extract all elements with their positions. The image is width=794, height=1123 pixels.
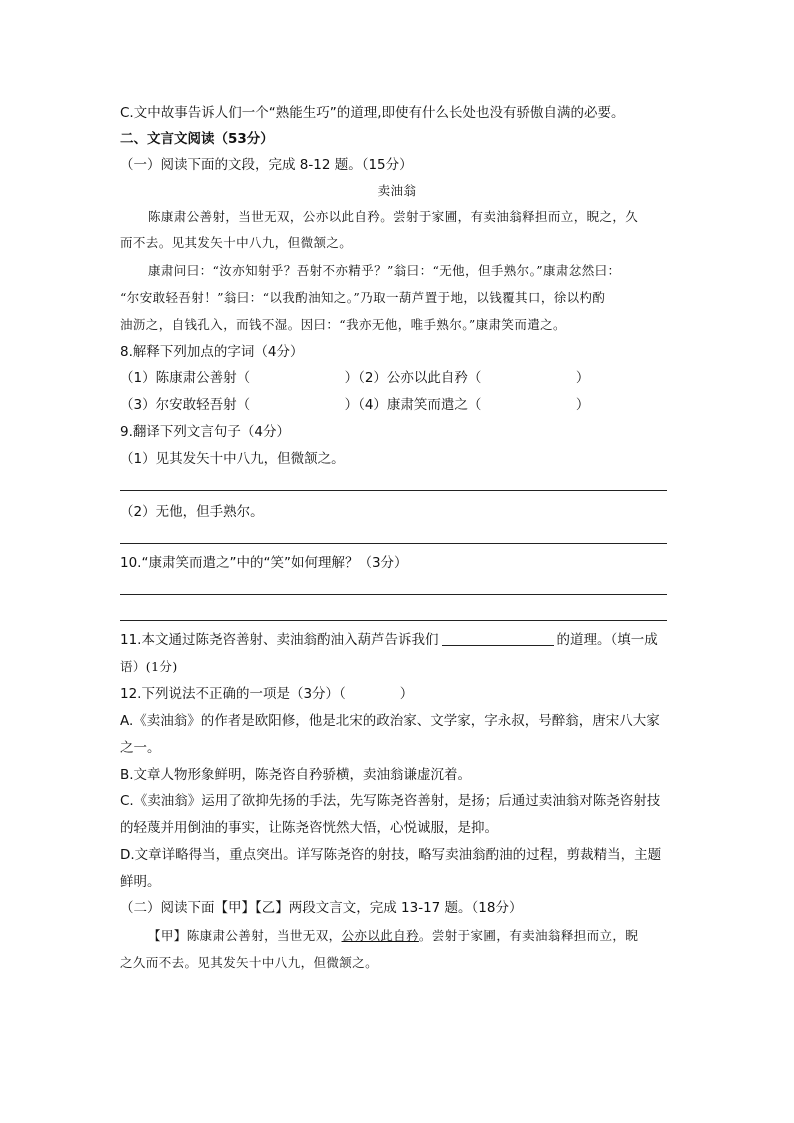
question-10: 10.“康肃笑而遣之”中的“笑”如何理解？（3分） [120, 555, 408, 571]
question-12-option-d-line1: D.文章详略得当，重点突出。详写陈尧咨的射技，略写卖油翁酌油的过程，剪裁精当，主题 [120, 847, 662, 863]
question-11-line2: 语）(1分) [120, 659, 178, 674]
jia-text-after: 。尝射于家圃，有卖油翁释担而立，睨 [418, 928, 639, 943]
passage-p2-line2: “尔安敢轻吾射！”翁曰：“以我酌油知之。”乃取一葫芦置于地，以钱覆其口，徐以杓酌 [120, 290, 606, 305]
jia-text-before: 【甲】陈康肃公善射，当世无双， [148, 928, 342, 943]
subsection-2-heading: （二）阅读下面【甲】【乙】两段文言文，完成 13-17 题。（18分） [120, 900, 523, 916]
question-9-item-1: （1）见其发矢十中八九，但微颔之。 [120, 451, 345, 467]
jia-passage-line2: 之久而不去。见其发矢十中八九，但微颔之。 [120, 955, 379, 970]
question-12-option-d-line2: 鲜明。 [120, 874, 161, 890]
question-12-option-c-line1: C.《卖油翁》运用了欲抑先扬的手法，先写陈尧咨善射，是扬；后通过卖油翁对陈尧咨射技 [120, 793, 661, 809]
passage-p2-line1: 康肃问曰：“汝亦知射乎？吾射不亦精乎？”翁曰：“无他，但手熟尔。”康肃忿然曰： [148, 263, 621, 278]
passage-p1-line1: 陈康肃公善射，当世无双，公亦以此自矜。尝射于家圃，有卖油翁释担而立，睨之，久 [148, 209, 639, 224]
passage-p2-line3: 油沥之，自钱孔入，而钱不湿。因曰：“我亦无他，唯手熟尔。”康肃笑而遣之。 [120, 317, 566, 332]
subsection-heading: （一）阅读下面的文段，完成 8-12 题。（15分） [120, 157, 413, 173]
question-12-option-a-line2: 之一。 [120, 740, 161, 756]
question-11-text-before: 11.本文通过陈尧咨善射、卖油翁酌油入葫芦告诉我们 [120, 632, 439, 648]
question-12-option-a-line1: A.《卖油翁》的作者是欧阳修，他是北宋的政治家、文学家，字永叔，号醉翁，唐宋八大家 [120, 713, 660, 729]
jia-underlined-phrase: 公亦以此自矜 [341, 928, 419, 943]
answer-line[interactable] [120, 620, 667, 621]
question-8-items-1: （1）陈康肃公善射（ ）（2）公亦以此自矜（ ） [120, 370, 590, 386]
answer-line[interactable] [120, 543, 667, 544]
question-11-text-after: 的道理。（填一成 [556, 632, 658, 648]
section-heading: 二、文言文阅读（53分） [120, 131, 274, 147]
option-c-line: C.文中故事告诉人们一个“熟能生巧”的道理,即使有什么长处也没有骄傲自满的必要。 [120, 105, 625, 121]
answer-line[interactable] [120, 594, 667, 595]
passage-title: 卖油翁 [377, 183, 417, 198]
question-9-item-2: （2）无他，但手熟尔。 [120, 504, 264, 520]
jia-passage-line1 [148, 926, 638, 946]
question-11-line1 [120, 630, 658, 650]
question-9: 9.翻译下列文言句子（4分） [120, 424, 290, 440]
question-8: 8.解释下列加点的字词（4分） [120, 344, 304, 360]
question-11-blank[interactable] [442, 631, 554, 646]
question-12-option-c-line2: 的轻蔑并用倒油的事实，让陈尧咨恍然大悟，心悦诚服，是抑。 [120, 820, 498, 836]
question-12: 12.下列说法不正确的一项是（3分）（ ） [120, 686, 414, 702]
passage-p1-line2: 而不去。见其发矢十中八九，但微颔之。 [120, 235, 353, 250]
question-12-option-b: B.文章人物形象鲜明，陈尧咨自矜骄横，卖油翁谦虚沉着。 [120, 767, 472, 783]
answer-line[interactable] [120, 490, 667, 491]
question-8-items-2: （3）尔安敢轻吾射（ ）（4）康肃笑而遣之（ ） [120, 397, 590, 413]
